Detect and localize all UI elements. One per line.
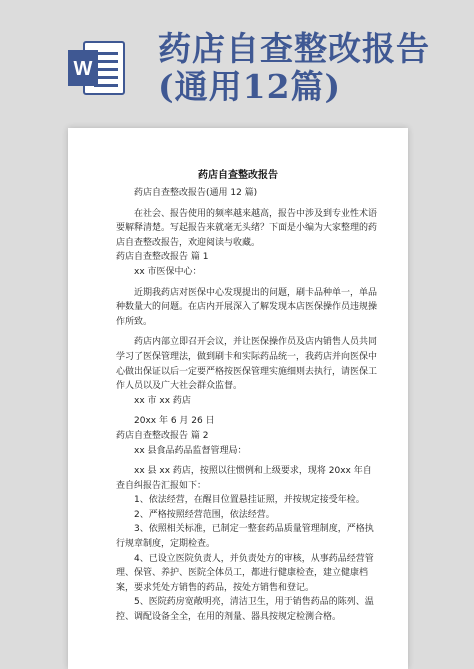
doc-line: xx 县食品药品监督管理局： (134, 445, 247, 456)
doc-date: 20xx 年 6 月 26 日 (134, 416, 215, 427)
doc-line: xx 市 xx 药店 (134, 395, 191, 406)
header-banner (0, 0, 474, 120)
doc-paragraph: 近期我药店对医保中心发现提出的问题，刷卡品种单一，单品种数量大的问题。在店内开展深入了解发现本店医保操作员违规操作所致。 (116, 287, 378, 327)
word-document-icon (68, 38, 126, 98)
document-body (116, 186, 378, 625)
banner-title-line2: (通用12篇) (158, 67, 342, 106)
list-item: 2、严格按照经营范围，依法经营。 (134, 509, 275, 520)
doc-paragraph: xx 县 xx 药店，按照以往惯例和上级要求，现将 20xx 年自查自纠报告汇报如下： (116, 466, 372, 491)
document-page (68, 128, 408, 669)
list-item: 5、医院药房宽敞明亮，清洁卫生，用于销售药品的陈列、温控、调配设备全全，在用的剂量、器具按规定检测合格。 (116, 597, 374, 623)
section-heading: 药店自查整改报告 篇 2 (116, 430, 209, 441)
banner-title (158, 30, 458, 106)
doc-paragraph: 药店内部立即召开会议，并让医保操作员及店内销售人员共同学习了医保管理法，做到刷卡和实际药品统一，我药店并向医保中心做出保证以后一定要严格按医保管理实施细则去执行，请医保工作人员以及广大社会群众监督。 (116, 337, 378, 392)
doc-line: 药店自查整改报告(通用 12 篇) (134, 188, 258, 198)
list-item: 3、依照相关标准，已制定一整套药品质量管理制度，严格执行规章制度，定期检查。 (116, 524, 374, 550)
logo-letter: W (73, 58, 93, 80)
doc-paragraph: 在社会、报告使用的频率越来越高，报告中涉及到专业性术语要解释清楚。写起报告来就毫无头绪？下面是小编为大家整理的药店自查整改报告，欢迎阅读与收藏。 (116, 208, 378, 248)
section-heading: 药店自查整改报告 篇 1 (116, 252, 209, 263)
list-item: 4、已设立医院负责人，并负责处方的审核，从事药品经营管理、保管、养护、医院全体员工，都进行健康检查，建立健康档案，要求凭处方销售的药品，按处方销售和登记。 (116, 553, 374, 593)
list-item: 1、依法经营，在醒目位置悬挂证照，并按规定接受年检。 (134, 495, 365, 506)
document-title: 药店自查整改报告 (198, 170, 278, 181)
banner-title-line1: 药店自查整改报告 (158, 29, 430, 68)
doc-line: xx 市医保中心： (134, 266, 202, 277)
